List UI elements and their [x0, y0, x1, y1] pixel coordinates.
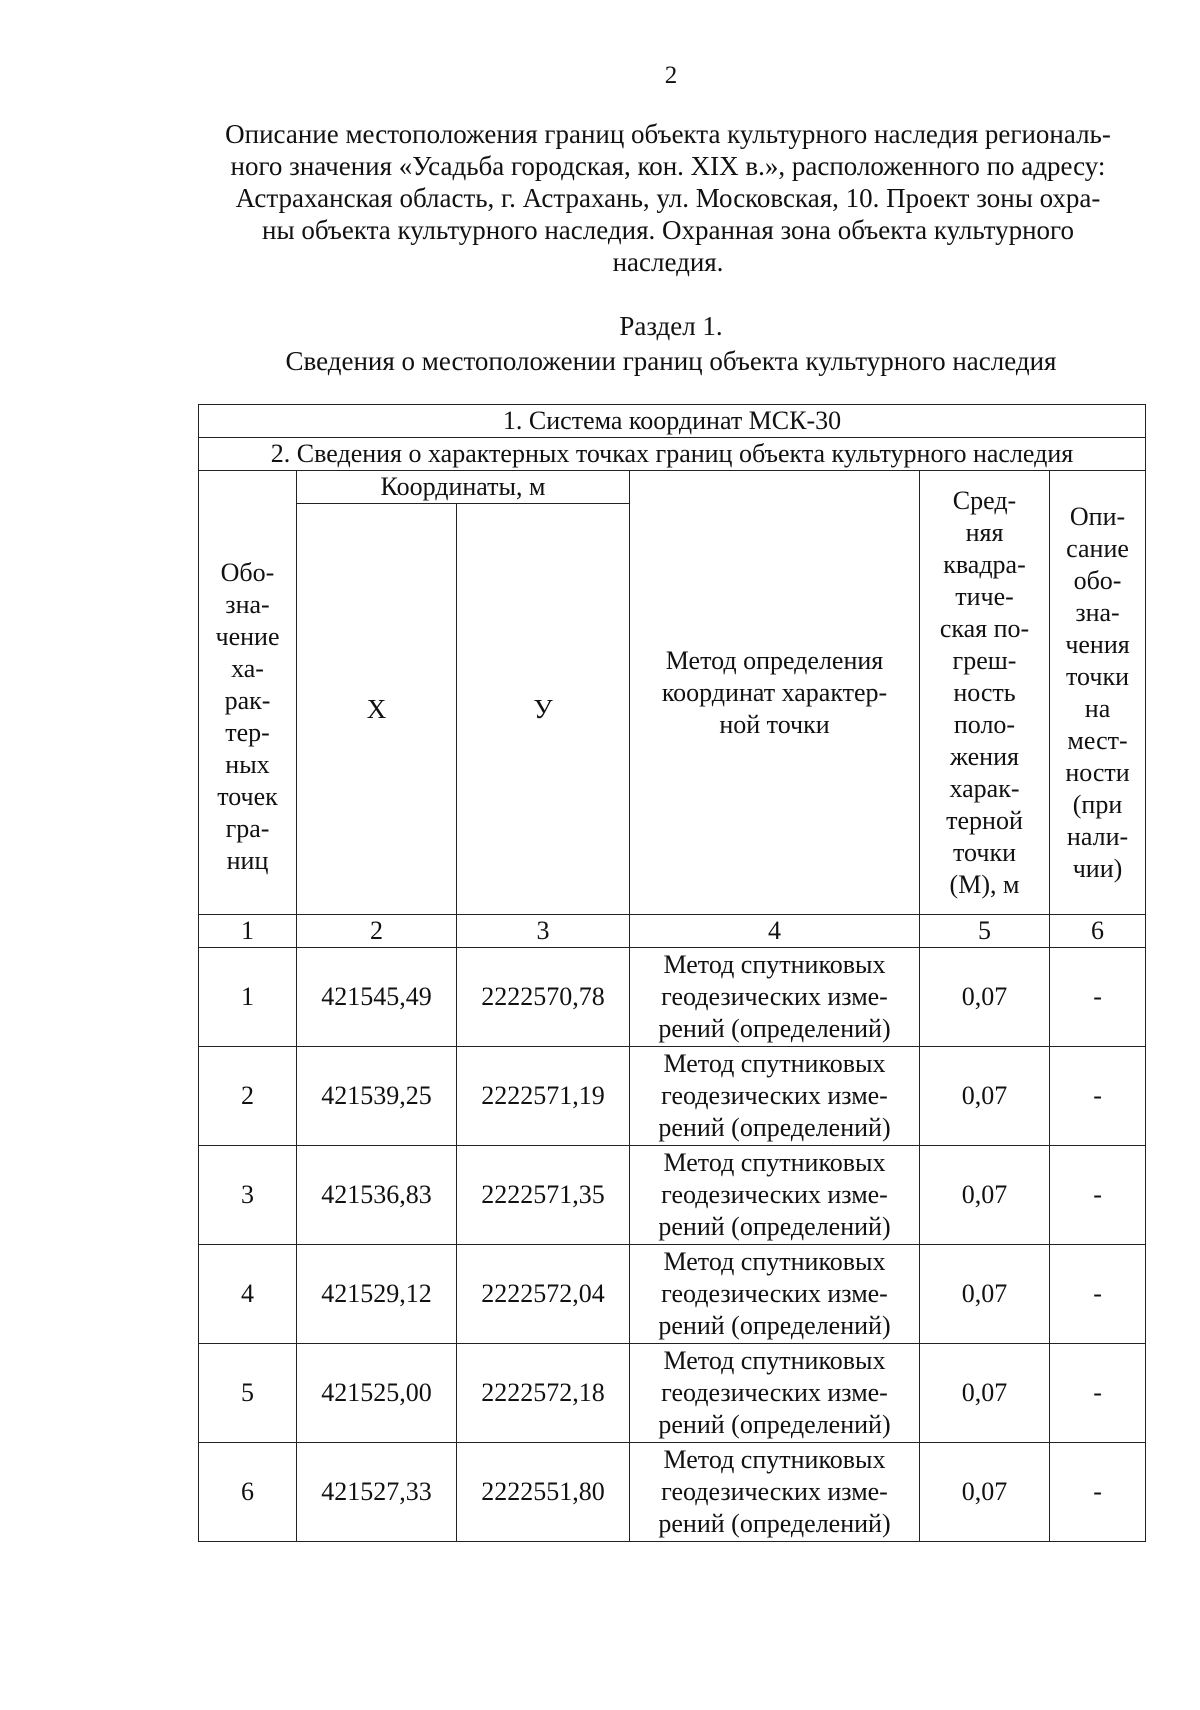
method-cell: Метод спутниковых геодезических изме- рений (определений) — [630, 948, 920, 1047]
coord-system-label: 1. Система координат МСК-30 — [199, 405, 1146, 438]
description-value: - — [1050, 1047, 1146, 1146]
x-value: 421539,25 — [297, 1047, 457, 1146]
point-number: 2 — [199, 1047, 297, 1146]
points-info-row — [199, 438, 1146, 471]
y-value: 2222570,78 — [457, 948, 630, 1047]
column-number: 4 — [630, 915, 920, 948]
description-value: - — [1050, 1344, 1146, 1443]
header-row — [199, 471, 1146, 504]
description-value: - — [1050, 1146, 1146, 1245]
column-numbers-row — [199, 915, 1146, 948]
points-info-label: 2. Сведения о характерных точках границ объекта культурного наследия — [199, 438, 1146, 471]
error-value: 0,07 — [920, 1146, 1050, 1245]
description-value: - — [1050, 1443, 1146, 1542]
method-header: Метод определения координат характер- ной точки — [630, 471, 920, 915]
table-row — [199, 1146, 1146, 1245]
intro-line: наследия. — [612, 247, 724, 277]
x-value: 421536,83 — [297, 1146, 457, 1245]
table-row — [199, 948, 1146, 1047]
x-header: X — [297, 504, 457, 915]
column-number: 2 — [297, 915, 457, 948]
table-row — [199, 1443, 1146, 1542]
method-cell: Метод спутниковых геодезических изме- рений (определений) — [630, 1344, 920, 1443]
x-value: 421525,00 — [297, 1344, 457, 1443]
table-row — [199, 1245, 1146, 1344]
description-value: - — [1050, 948, 1146, 1047]
point-number: 5 — [199, 1344, 297, 1443]
description-header: Опи- сание обо- зна- чения точки на мест- ности (при нали- чии) — [1050, 471, 1146, 915]
error-value: 0,07 — [920, 1047, 1050, 1146]
point-number: 4 — [199, 1245, 297, 1344]
table-row — [199, 1344, 1146, 1443]
point-number: 6 — [199, 1443, 297, 1542]
section-subtitle: Сведения о местоположении границ объекта культурного наследия — [285, 346, 1057, 376]
error-header: Сред- няя квадра- тиче- ская по- греш- ность поло- жения харак- терной точки (М), м — [920, 471, 1050, 915]
y-value: 2222551,80 — [457, 1443, 630, 1542]
method-cell: Метод спутниковых геодезических изме- рений (определений) — [630, 1047, 920, 1146]
point-number: 3 — [199, 1146, 297, 1245]
intro-line: ны объекта культурного наследия. Охранная зона объекта культурного — [262, 215, 1074, 245]
point-number: 1 — [199, 948, 297, 1047]
coordinates-header: Координаты, м — [297, 471, 630, 504]
method-cell: Метод спутниковых геодезических изме- рений (определений) — [630, 1146, 920, 1245]
column-number: 6 — [1050, 915, 1146, 948]
y-value: 2222572,18 — [457, 1344, 630, 1443]
error-value: 0,07 — [920, 1443, 1050, 1542]
x-value: 421527,33 — [297, 1443, 457, 1542]
page-number: 2 — [664, 62, 678, 89]
x-value: 421529,12 — [297, 1245, 457, 1344]
method-cell: Метод спутниковых геодезических изме- рений (определений) — [630, 1443, 920, 1542]
description-value: - — [1050, 1245, 1146, 1344]
column-number: 3 — [457, 915, 630, 948]
y-value: 2222572,04 — [457, 1245, 630, 1344]
method-cell: Метод спутниковых геодезических изме- рений (определений) — [630, 1245, 920, 1344]
y-value: 2222571,19 — [457, 1047, 630, 1146]
coordinates-table — [198, 404, 1146, 1542]
column-number: 5 — [920, 915, 1050, 948]
intro-line: Описание местоположения границ объекта культурного наследия региональ- — [225, 119, 1111, 149]
intro-line: ного значения «Усадьба городская, кон. XIX в.», расположенного по адресу: — [230, 151, 1106, 181]
table-row — [199, 1047, 1146, 1146]
intro-line: Астраханская область, г. Астрахань, ул. Московская, 10. Проект зоны охра- — [235, 183, 1101, 213]
error-value: 0,07 — [920, 948, 1050, 1047]
coord-system-row — [199, 405, 1146, 438]
x-value: 421545,49 — [297, 948, 457, 1047]
designation-header: Обо- зна- чение ха- рак- тер- ных точек гра- ниц — [199, 471, 297, 915]
y-header: У — [457, 504, 630, 915]
error-value: 0,07 — [920, 1245, 1050, 1344]
y-value: 2222571,35 — [457, 1146, 630, 1245]
intro-text — [196, 118, 1140, 278]
column-number: 1 — [199, 915, 297, 948]
section-title: Раздел 1. — [619, 311, 723, 341]
error-value: 0,07 — [920, 1344, 1050, 1443]
